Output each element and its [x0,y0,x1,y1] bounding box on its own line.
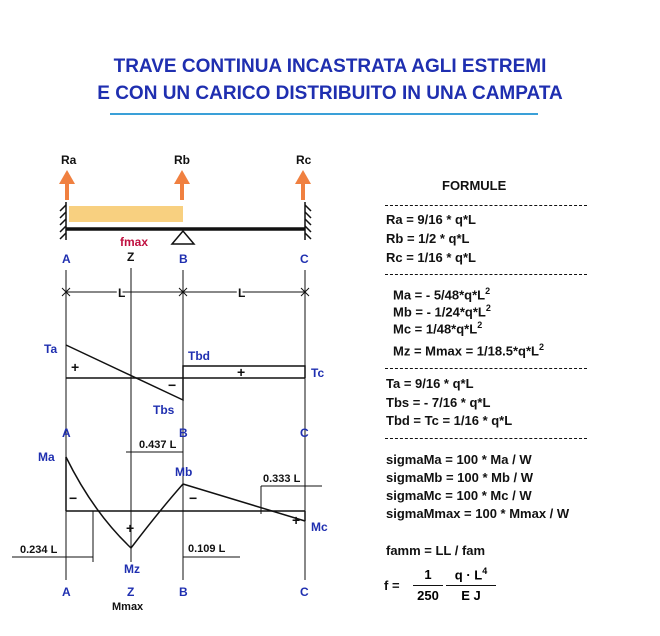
label-rb: Rb [174,153,190,167]
formula-ma: Ma = - $5/48*q*L^2$ [393,286,491,303]
moment-sign-minus-2: − [189,490,198,506]
fixed-support-c [305,202,311,240]
fraction-1-bar [413,585,443,586]
formula-mz: $Mz = Mmax = 1/18.5*q*L^2$ [393,342,544,359]
moment-point-c: C [300,585,309,599]
moment-label-mb: Mb [175,465,193,479]
formula-tbd-tc: Tbd = Tc = 1/16 * q*L [386,413,513,428]
beam-point-b: B [179,252,188,266]
title-line-1: TRAVE CONTINUA INCASTRATA AGLI ESTREMI [113,56,547,77]
reaction-arrow-a [59,170,75,200]
shear-point-b: B [179,426,188,440]
shear-label-ta: Ta [44,342,58,356]
beam-point-z: Z [127,250,135,264]
formula-sigma-ma: sigmaMa = 100 * Ma / W [386,452,532,467]
beam-point-c: C [300,252,309,266]
label-ra: Ra [61,153,77,167]
dim-label-0109: 0.109 L [188,543,226,555]
separator-4 [385,438,587,439]
separator-2 [385,274,587,275]
fraction-2-numerator: $q \cdot L^4$ [454,566,488,583]
moment-point-a: A [62,585,71,599]
shear-sign-plus-2: + [237,364,246,380]
moment-label-mmax: Mmax [112,601,144,613]
formula-tbs: Tbs = - 7/16 * q*L [386,395,491,410]
formula-rc: Rc = 1/16 * q*L [386,250,476,265]
label-rc: Rc [296,153,312,167]
span-label-1: L [118,286,126,300]
shear-point-a: A [62,426,71,440]
moment-label-ma: Ma [38,450,55,464]
dim-label-0234: 0.234 L [20,544,58,556]
shear-label-tbs: Tbs [153,403,175,417]
fraction-2-bar [446,585,496,586]
shear-label-tc: Tc [311,366,325,380]
title-line-2: E CON UN CARICO DISTRIBUITO IN UNA CAMPATA [97,83,563,104]
span-label-2: L [238,286,246,300]
shear-point-c: C [300,426,309,440]
formulas-header: FORMULE [442,178,507,193]
formula-mc: $Mc = 1/48*q*L^2$ [393,320,483,337]
shear-curve [66,345,305,400]
formula-sigma-mb: sigmaMb = 100 * Mb / W [386,470,534,485]
formula-ta: Ta = 9/16 * q*L [386,376,474,391]
dim-label-0333: 0.333 L [263,473,301,485]
shear-label-tbd: Tbd [188,349,210,363]
reaction-arrow-c [295,170,311,200]
moment-sign-plus-2: + [292,512,301,528]
shear-sign-minus: − [168,377,177,393]
span-dimension [62,288,309,296]
fixed-support-a [60,202,66,240]
formula-f-label: f = [384,578,400,593]
moment-label-mc: Mc [311,520,328,534]
moment-sign-plus-1: + [126,520,135,536]
moment-point-z: Z [127,585,135,599]
distributed-load [69,206,183,222]
beam-point-a: A [62,252,71,266]
fraction-1-numerator: 1 [424,567,432,582]
formula-sigma-mmax: sigmaMmax = 100 * Mmax / W [386,506,570,521]
separator-1 [385,205,587,206]
label-fmax: fmax [120,235,149,249]
dim-label-0437: 0.437 L [139,439,177,451]
separator-3 [385,368,587,369]
formula-famm: famm = LL / fam [386,543,486,558]
formula-rb: Rb = 1/2 * q*L [386,231,470,246]
moment-sign-minus-1: − [69,490,78,506]
moment-point-b: B [179,585,188,599]
formula-sigma-mc: sigmaMc = 100 * Mc / W [386,488,532,503]
support-b [172,231,194,244]
shear-sign-plus-1: + [71,359,80,375]
fraction-1-denominator: 250 [417,588,439,603]
formula-ra: Ra = 9/16 * q*L [386,212,476,227]
fraction-2-denominator: E J [461,588,481,603]
reaction-arrow-b [174,170,190,200]
moment-label-mz: Mz [124,562,140,576]
formula-mb: Mb = - $1/24*q*L^2$ [393,303,491,320]
